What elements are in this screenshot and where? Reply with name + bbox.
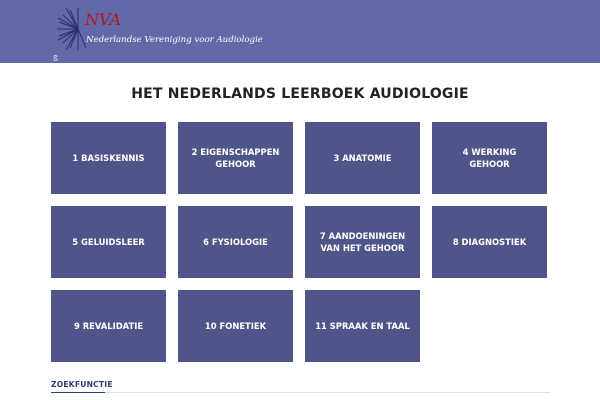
chapter-tile-werking-gehoor[interactable]: 4 WERKING GEHOOR	[432, 122, 547, 194]
search-tab[interactable]: ZOEKFUNCTIE	[51, 380, 113, 389]
chapter-grid	[51, 122, 547, 362]
chapter-tile-aandoeningen[interactable]: 7 AANDOENINGEN VAN HET GEHOOR	[305, 206, 420, 278]
page-title: HET NEDERLANDS LEERBOEK AUDIOLOGIE	[131, 86, 469, 102]
chapter-tile-basiskennis[interactable]: 1 BASISKENNIS	[51, 122, 166, 194]
logo-tagline: Nederlandse Vereniging voor Audiologie	[86, 35, 263, 45]
chapter-tile-spraak-en-taal[interactable]: 11 SPRAAK EN TAAL	[305, 290, 420, 362]
chapter-tile-eigenschappen-gehoor[interactable]: 2 EIGENSCHAPPEN GEHOOR	[178, 122, 293, 194]
chapter-tile-revalidatie[interactable]: 9 REVALIDATIE	[51, 290, 166, 362]
header-glyph: ß	[53, 54, 59, 63]
divider	[105, 392, 550, 393]
search-tab-underline	[51, 392, 105, 393]
chapter-tile-anatomie[interactable]: 3 ANATOMIE	[305, 122, 420, 194]
chapter-tile-diagnostiek[interactable]: 8 DIAGNOSTIEK	[432, 206, 547, 278]
chapter-tile-fonetiek[interactable]: 10 FONETIEK	[178, 290, 293, 362]
nva-logo[interactable]	[56, 6, 263, 52]
chapter-tile-fysiologie[interactable]: 6 FYSIOLOGIE	[178, 206, 293, 278]
site-header	[0, 0, 600, 63]
chapter-tile-geluidsleer[interactable]: 5 GELUIDSLEER	[51, 206, 166, 278]
logo-abbreviation: NVA	[85, 10, 122, 29]
